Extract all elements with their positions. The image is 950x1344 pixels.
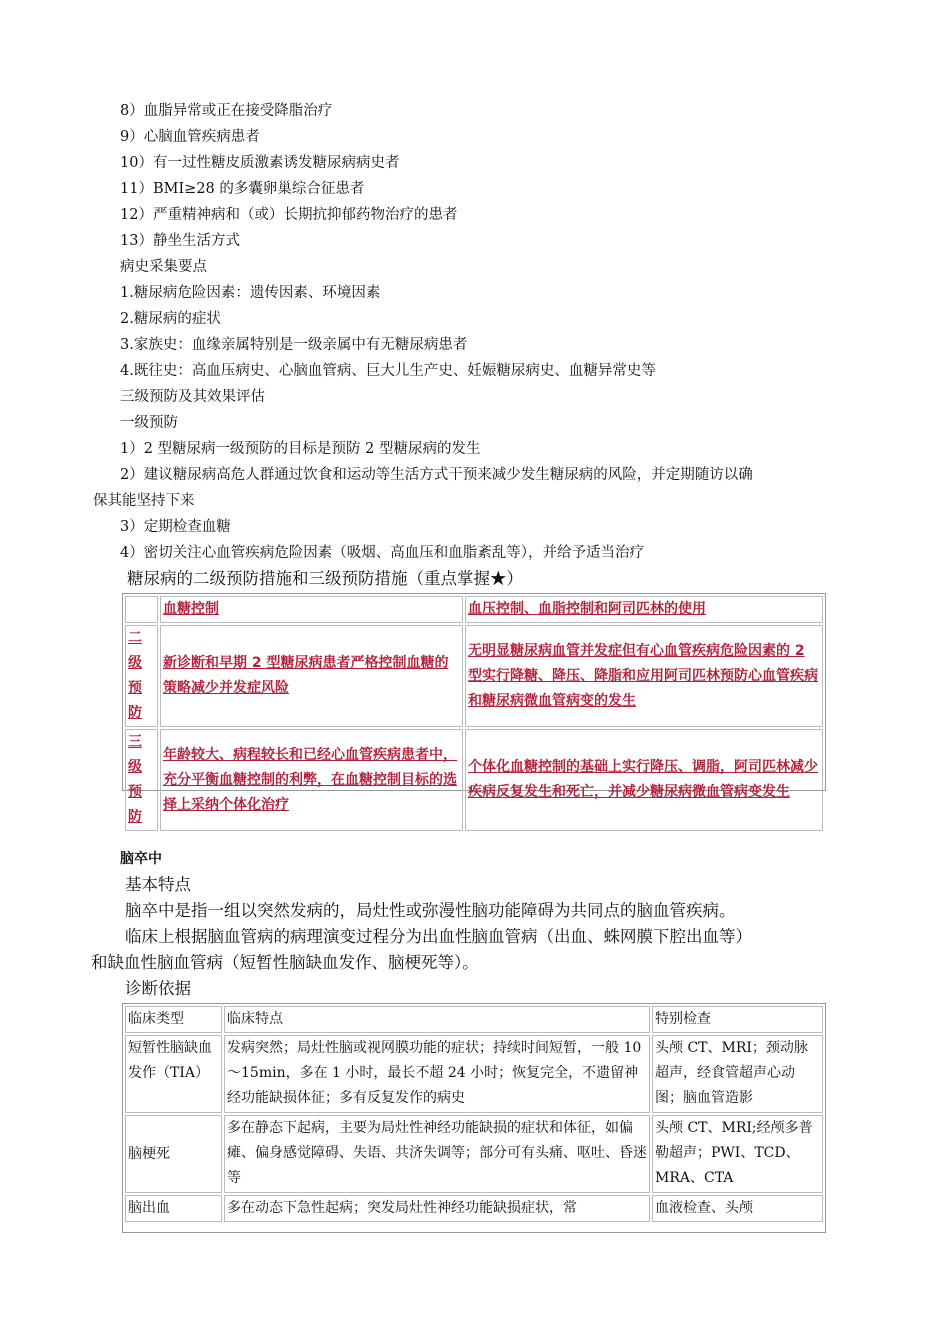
text-line: 保其能坚持下来	[93, 493, 195, 509]
table-cell: 新诊断和早期 2 型糖尿病患者严格控制血糖的策略减少并发症风险	[160, 625, 463, 727]
text-line: 1）2 型糖尿病一级预防的目标是预防 2 型糖尿病的发生	[120, 441, 481, 457]
table-cell: 头颅 CT、MRI；颈动脉超声，经食管超声心动图；脑血管造影	[652, 1035, 823, 1113]
table-cell: 发病突然；局灶性脑或视网膜功能的症状；持续时间短暂，一般 10～15min，多在 1 小时，最长不超 24 小时；恢复完全，不遗留神经功能缺损体征；多有反复发作的病史	[224, 1035, 650, 1113]
paragraph: 和缺血性脑血管病（短暂性脑缺血发作、脑梗死等）。	[91, 953, 479, 972]
table-row	[125, 1035, 823, 1113]
text-line: 3）定期检查血糖	[120, 519, 231, 535]
paragraph: 临床上根据脑血管病的病理演变过程分为出血性脑血管病（出血、蛛网膜下腔出血等）	[125, 927, 752, 946]
stroke-heading: 脑卒中	[120, 851, 162, 867]
text-line: 1.糖尿病危险因素：遗传因素、环境因素	[120, 285, 381, 301]
stroke-subheading: 诊断依据	[125, 979, 191, 998]
table-cell: 短暂性脑缺血发作（TIA）	[125, 1035, 222, 1113]
table-cell: 无明显糖尿病血管并发症但有心血管疾病危险因素的 2 型实行降糖、降压、降脂和应用阿司匹林预防心血管疾病和糖尿病微血管病变的发生	[465, 625, 823, 727]
text-line: 8）血脂异常或正在接受降脂治疗	[120, 103, 333, 119]
table-cell	[125, 596, 158, 623]
text-line: 3.家族史：血缘亲属特别是一级亲属中有无糖尿病患者	[120, 337, 468, 353]
text-line: 2）建议糖尿病高危人群通过饮食和运动等生活方式干预来减少发生糖尿病的风险，并定期随访以确	[120, 467, 753, 483]
section-heading: 一级预防	[120, 415, 178, 431]
text-line: 2.糖尿病的症状	[120, 311, 221, 327]
table-cell: 血液检查、头颅	[652, 1195, 823, 1222]
diagnosis-table	[122, 1003, 826, 1233]
table-cell: 二级预防	[125, 625, 158, 727]
text-line: 13）静坐生活方式	[120, 233, 240, 249]
text-line: 4.既往史：高血压病史、心脑血管病、巨大儿生产史、妊娠糖尿病史、血糖异常史等	[120, 363, 656, 379]
text-line: 11）BMI≥28 的多囊卵巢综合征患者	[120, 181, 365, 197]
table-cell: 多在动态下急性起病；突发局灶性神经功能缺损症状，常	[224, 1195, 650, 1222]
table-row	[125, 1195, 823, 1222]
table-cell: 临床类型	[125, 1006, 222, 1033]
table-cell: 年龄较大、病程较长和已经心血管疾病患者中，充分平衡血糖控制的利弊，在血糖控制目标的选择上采纳个体化治疗	[160, 729, 463, 831]
table-cell: 多在静态下起病，主要为局灶性神经功能缺损的症状和体征，如偏瘫、偏身感觉障碍、失语、共济失调等；部分可有头痛、呕吐、昏迷等	[224, 1115, 650, 1193]
table-cell: 临床特点	[224, 1006, 650, 1033]
table-row	[125, 729, 823, 831]
section-heading: 三级预防及其效果评估	[120, 389, 265, 405]
text-line: 9）心脑血管疾病患者	[120, 129, 260, 145]
table-cell: 三级预防	[125, 729, 158, 831]
table-row	[125, 1115, 823, 1193]
table-cell: 脑出血	[125, 1195, 222, 1222]
table-cell: 血糖控制	[160, 596, 463, 623]
text-line: 10）有一过性糖皮质激素诱发糖尿病病史者	[120, 155, 400, 171]
table-title: 糖尿病的二级预防措施和三级预防措施（重点掌握★）	[127, 569, 523, 588]
table-row	[125, 625, 823, 727]
text-line: 4）密切关注心血管疾病危险因素（吸烟、高血压和血脂紊乱等），并给予适当治疗	[120, 545, 644, 561]
table-cell: 头颅 CT、MRI;经颅多普勒超声；PWI、TCD、MRA、CTA	[652, 1115, 823, 1193]
table-cell: 脑梗死	[125, 1115, 222, 1193]
stroke-subheading: 基本特点	[125, 875, 191, 894]
table-cell: 特别检查	[652, 1006, 823, 1033]
text-line: 12）严重精神病和（或）长期抗抑郁药物治疗的患者	[120, 207, 458, 223]
table-header-row	[125, 596, 823, 623]
section-heading: 病史采集要点	[120, 259, 207, 275]
prevention-table	[122, 593, 826, 825]
table-cell: 个体化血糖控制的基础上实行降压、调脂，阿司匹林减少疾病反复发生和死亡，并减少糖尿病微血管病变发生	[465, 729, 823, 831]
table-cell: 血压控制、血脂控制和阿司匹林的使用	[465, 596, 823, 623]
paragraph: 脑卒中是指一组以突然发病的，局灶性或弥漫性脑功能障碍为共同点的脑血管疾病。	[125, 901, 736, 920]
table-header-row	[125, 1006, 823, 1033]
